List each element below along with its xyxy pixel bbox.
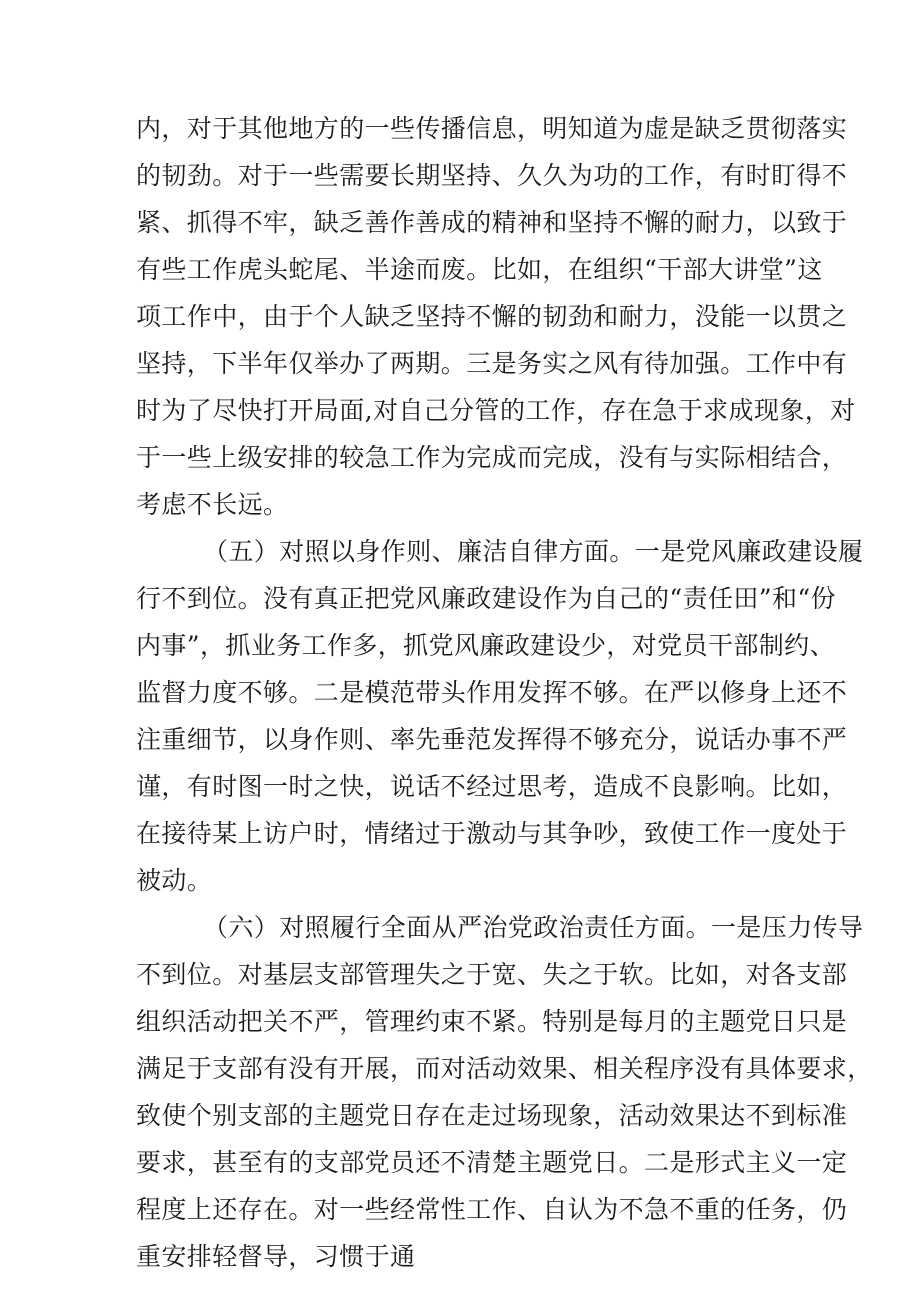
text-line: 项工作中，由于个人缺乏坚持不懈的韧劲和耐力，没能一以贯之 [136,302,848,331]
text-line: 于一些上级安排的较急工作为完成而完成，没有与实际相结合， [136,443,848,472]
section-five-heading-line: （五）对照以身作则、廉洁自律方面。一是党风廉政建设履 [203,537,864,566]
text-line: 有些工作虎头蛇尾、半途而废。比如，在组织“干部大讲堂”这 [136,255,823,284]
section-six-heading-line: （六）对照履行全面从严治党政治责任方面。一是压力传导 [203,913,864,942]
text-line: 谨，有时图一时之快，说话不经过思考，造成不良影响。比如， [136,772,848,801]
text-line: 要求，甚至有的支部党员还不清楚主题党日。二是形式主义一定 [136,1148,848,1177]
text-line: 监督力度不够。二是模范带头作用发挥不够。在严以修身上还不 [136,678,848,707]
text-line: 紧、抓得不牢，缺乏善作善成的精神和坚持不懈的耐力，以致于 [136,208,848,237]
text-line: 在接待某上访户时，情绪过于激动与其争吵，致使工作一度处于 [136,819,848,848]
text-line: 不到位。对基层支部管理失之于宽、失之于软。比如，对各支部 [136,960,848,989]
text-line: 程度上还存在。对一些经常性工作、自认为不急不重的任务，仍 [136,1195,848,1224]
text-line: 注重细节，以身作则、率先垂范发挥得不够充分，说话办事不严 [136,725,848,754]
text-line: 坚持，下半年仅举办了两期。三是务实之风有待加强。工作中有 [136,349,848,378]
text-line: 时为了尽快打开局面,对自己分管的工作，存在急于求成现象，对 [136,396,856,425]
text-line: 考虑不长远。 [136,490,289,519]
text-line: 满足于支部有没有开展，而对活动效果、相关程序没有具体要求， [136,1054,873,1083]
text-line: 内，对于其他地方的一些传播信息，明知道为虚是缺乏贯彻落实 [136,114,848,143]
text-line: 行不到位。没有真正把党风廉政建设作为自己的“责任田”和“份 [136,584,836,613]
text-line: 被动。 [136,866,213,895]
text-line: 内事”，抓业务工作多，抓党风廉政建设少，对党员干部制约、 [136,631,835,660]
text-line: 组织活动把关不严，管理约束不紧。特别是每月的主题党日只是 [136,1007,848,1036]
text-line: 重安排轻督导，习惯于通 [136,1242,416,1271]
text-line: 的韧劲。对于一些需要长期坚持、久久为功的工作，有时盯得不 [136,161,848,190]
text-line: 致使个别支部的主题党日存在走过场现象，活动效果达不到标准 [136,1101,848,1130]
